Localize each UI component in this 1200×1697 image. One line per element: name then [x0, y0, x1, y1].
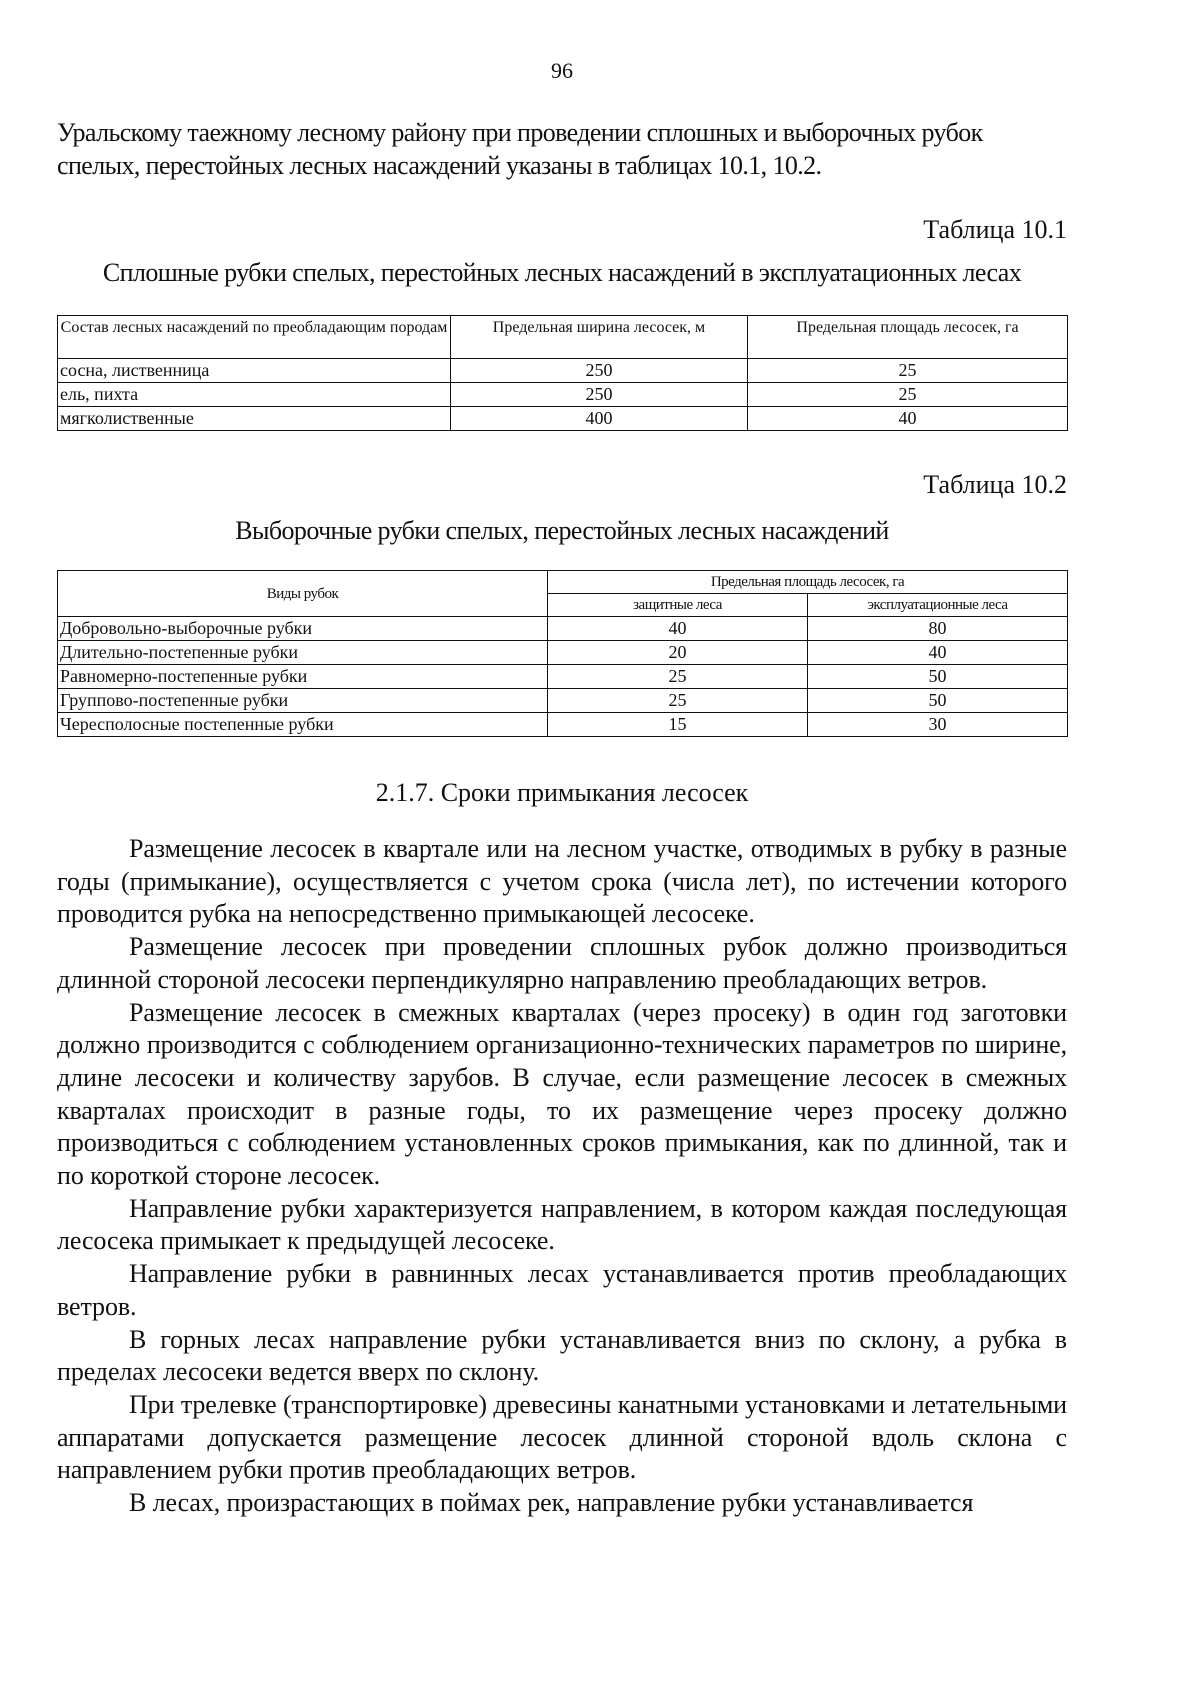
body-text	[57, 833, 1067, 1520]
paragraph: В горных лесах направление рубки устанавливается вниз по склону, а рубка в пределах лесосеки ведется вверх по склону.	[57, 1324, 1067, 1387]
cell-protective: 25	[548, 689, 808, 713]
table-row	[58, 665, 1068, 689]
cell-width: 250	[451, 359, 748, 383]
section-heading: 2.1.7. Сроки примыкания лесосек	[375, 778, 749, 807]
cell-area: 25	[748, 359, 1068, 383]
cell-protective: 25	[548, 665, 808, 689]
cell-exploitation: 30	[808, 713, 1068, 737]
table-header-row	[58, 316, 1068, 359]
cell-exploitation: 80	[808, 617, 1068, 641]
cell-cut-kind: Добровольно-выборочные рубки	[58, 617, 548, 641]
table-1-title: Сплошные рубки спелых, перестойных лесных насаждений в эксплуатационных лесах	[102, 258, 1022, 287]
table-row	[58, 689, 1068, 713]
header-max-area-group: Предельная площадь лесосек, га	[548, 571, 1068, 594]
table-2-label: Таблица 10.2	[923, 470, 1067, 499]
cell-protective: 20	[548, 641, 808, 665]
table-row	[58, 407, 1068, 431]
table-row	[58, 617, 1068, 641]
page-number: 96	[551, 58, 573, 83]
cell-protective: 40	[548, 617, 808, 641]
table-row	[58, 359, 1068, 383]
cell-exploitation: 50	[808, 665, 1068, 689]
header-max-width: Предельная ширина лесосек, м	[451, 316, 748, 359]
cell-species: ель, пихта	[58, 383, 451, 407]
table-row	[58, 713, 1068, 737]
cell-exploitation: 50	[808, 689, 1068, 713]
cell-cut-kind: Чересполосные постепенные рубки	[58, 713, 548, 737]
paragraph: Размещение лесосек в смежных кварталах (через просеку) в один год заготовки должно производится с соблюдением организационно-технических параметров по ширине, длине лесосеки и количеству зарубов. В случае, если размещение лесосек в смежных кварталах происходит в разные годы, то их размещение через просеку должно производиться с соблюдением установленных сроков примыкания, как по длинной, так и по короткой стороне лесосек.	[57, 997, 1067, 1191]
cell-exploitation: 40	[808, 641, 1068, 665]
paragraph: Размещение лесосек в квартале или на лесном участке, отводимых в рубку в разные годы (примыкание), осуществляется с учетом срока (числа лет), по истечении которого проводится рубка на непосредственно примыкающей лесосеке.	[57, 834, 1067, 929]
cell-cut-kind: Равномерно-постепенные рубки	[58, 665, 548, 689]
table-header-row	[58, 571, 1068, 594]
header-max-area: Предельная площадь лесосек, га	[748, 316, 1068, 359]
table-selective-cuts	[57, 570, 1068, 737]
intro-paragraph: Уральскому таежному лесному району при проведении сплошных и выборочных рубок спелых, перестойных лесных насаждений указаны в таблицах 10.1, 10.2.	[57, 118, 983, 180]
cell-cut-kind: Длительно-постепенные рубки	[58, 641, 548, 665]
cell-protective: 15	[548, 713, 808, 737]
cell-width: 250	[451, 383, 748, 407]
header-composition: Состав лесных насаждений по преобладающим породам	[58, 316, 451, 359]
table-row	[58, 383, 1068, 407]
paragraph: При трелевке (транспортировке) древесины канатными установками и летательными аппаратами допускается размещение лесосек длинной стороной вдоль склона с направлением рубки против преобладающих ветров.	[57, 1389, 1067, 1485]
header-protective-forests: защитные леса	[548, 594, 808, 617]
cell-species: сосна, лиственница	[58, 359, 451, 383]
paragraph: Направление рубки характеризуется направлением, в котором каждая последующая лесосека примыкает к предыдущей лесосеке.	[57, 1193, 1067, 1256]
header-exploitation-forests: эксплуатационные леса	[808, 594, 1068, 617]
cell-species: мягколиственные	[58, 407, 451, 431]
paragraph: Направление рубки в равнинных лесах устанавливается против преобладающих ветров.	[57, 1259, 1067, 1321]
paragraph: Размещение лесосек при проведении сплошных рубок должно производиться длинной стороной лесосеки перпендикулярно направлению преобладающих ветров.	[57, 932, 1067, 994]
cell-cut-kind: Группово-постепенные рубки	[58, 689, 548, 713]
cell-area: 40	[748, 407, 1068, 431]
table-row	[58, 641, 1068, 665]
paragraph: В лесах, произрастающих в поймах рек, направление рубки устанавливается	[129, 1488, 974, 1518]
table-2-title: Выборочные рубки спелых, перестойных лесных насаждений	[235, 516, 889, 545]
table-clear-cuts	[57, 315, 1068, 431]
header-cut-kind: Виды рубок	[58, 571, 548, 617]
cell-area: 25	[748, 383, 1068, 407]
cell-width: 400	[451, 407, 748, 431]
table-1-label: Таблица 10.1	[923, 215, 1067, 244]
